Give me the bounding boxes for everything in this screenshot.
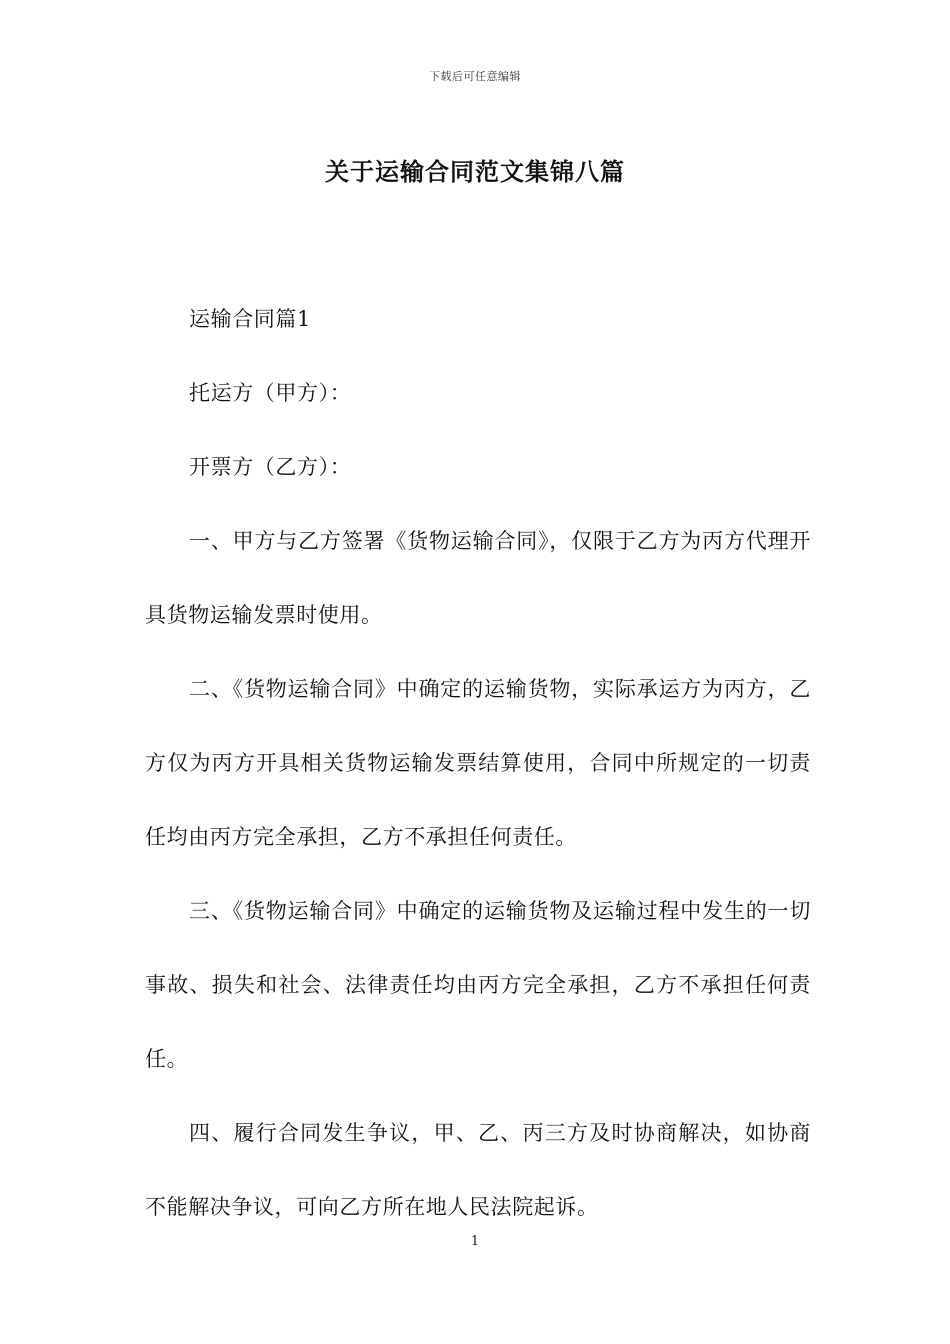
- document-title: 关于运输合同范文集锦八篇: [325, 158, 625, 186]
- party-a-line: 托运方（甲方）：: [189, 381, 352, 405]
- header-note: 下载后可任意编辑: [429, 70, 521, 83]
- clause-2: 二、《货物运输合同》中确定的运输货物，实际承运方为丙方，乙方仅为丙方开具相关货物运输发票结算使用，合同中所规定的一切责任均由丙方完全承担，乙方不承担任何责任。: [145, 677, 811, 849]
- clause-3: 三、《货物运输合同》中确定的运输货物及运输过程中发生的一切事故、损失和社会、法律责任均由丙方完全承担，乙方不承担任何责任。: [145, 899, 811, 1071]
- section-heading: 运输合同篇1: [189, 307, 311, 331]
- party-b-line: 开票方（乙方）：: [189, 455, 352, 479]
- document-body: [145, 282, 811, 1244]
- clause-1: 一、甲方与乙方签署《货物运输合同》，仅限于乙方为丙方代理开具货物运输发票时使用。: [145, 529, 811, 627]
- clause-4: 四、履行合同发生争议，甲、乙、丙三方及时协商解决，如协商不能解决争议，可向乙方所在地人民法院起诉。: [145, 1121, 811, 1219]
- page-number: 1: [470, 1234, 480, 1249]
